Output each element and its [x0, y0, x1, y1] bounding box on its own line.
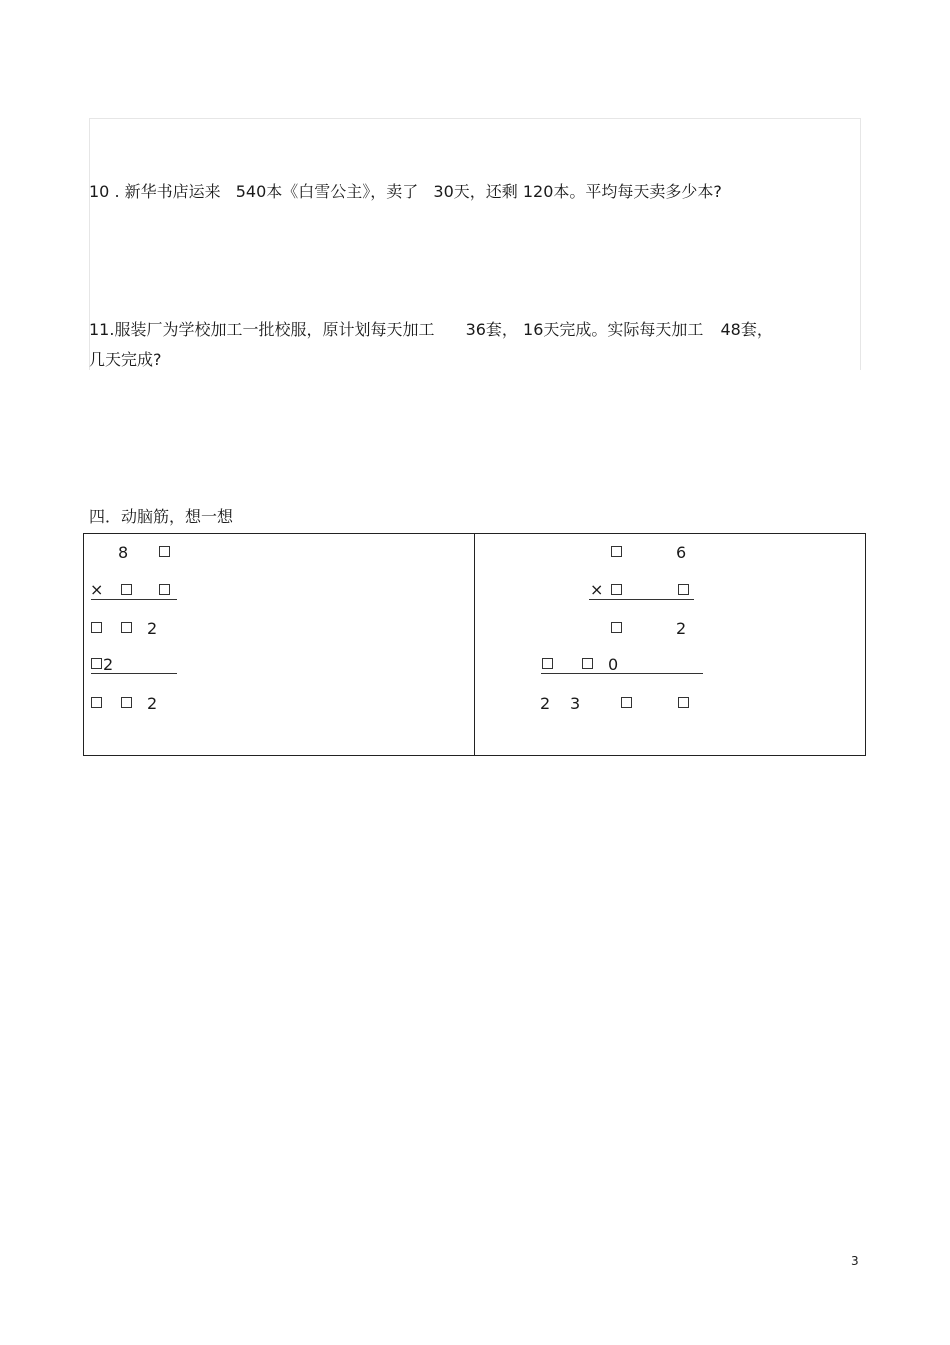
question-text: 套，	[740, 320, 773, 339]
puzzle-divider	[474, 533, 475, 756]
blank-box[interactable]	[91, 697, 102, 708]
right-row1-digit: 6	[676, 543, 687, 562]
blank-box[interactable]	[159, 584, 170, 595]
question-11	[89, 316, 773, 344]
right-rule-2	[541, 673, 703, 674]
blank-box[interactable]	[611, 584, 622, 595]
blank-box[interactable]	[91, 622, 102, 633]
question-10	[89, 178, 722, 206]
right-row3-digit: 2	[676, 619, 687, 638]
question-number: 11.	[89, 320, 115, 339]
right-row5-digit-1: 2	[540, 694, 551, 713]
question-frame-top	[89, 118, 861, 119]
question-frame-right	[860, 118, 861, 370]
left-rule-2	[91, 673, 177, 674]
right-rule-1	[589, 599, 694, 600]
right-row5-digit-2: 3	[570, 694, 581, 713]
question-text: 本《白雪公主》，卖了	[266, 182, 419, 201]
blank-box[interactable]	[611, 546, 622, 557]
page-number: 3	[851, 1254, 859, 1268]
left-row1-digit: 8	[118, 543, 129, 562]
blank-box[interactable]	[121, 622, 132, 633]
blank-box[interactable]	[121, 584, 132, 595]
left-row3-digit: 2	[147, 619, 158, 638]
blank-box[interactable]	[678, 697, 689, 708]
question-text: 服装厂为学校加工一批校服，原计划每天加工	[114, 320, 435, 339]
question-value: 120	[522, 182, 554, 201]
section-title: 四．动脑筋，想一想	[89, 507, 234, 526]
question-value: 36	[465, 320, 486, 339]
left-row4-digit: 2	[103, 655, 114, 674]
question-value: 30	[433, 182, 454, 201]
blank-box[interactable]	[611, 622, 622, 633]
left-rule-1	[91, 599, 177, 600]
question-11-line-2: 几天完成?	[89, 350, 162, 369]
blank-box[interactable]	[582, 658, 593, 669]
left-row5-digit: 2	[147, 694, 158, 713]
question-number: 10 .	[89, 182, 120, 201]
blank-box[interactable]	[121, 697, 132, 708]
question-value: 540	[235, 182, 267, 201]
question-value: 16	[523, 320, 544, 339]
blank-box[interactable]	[542, 658, 553, 669]
blank-box[interactable]	[91, 658, 102, 669]
right-times-sign: ×	[590, 580, 604, 599]
question-text: 天完成。实际每天加工	[543, 320, 704, 339]
blank-box[interactable]	[159, 546, 170, 557]
right-row4-digit: 0	[608, 655, 619, 674]
question-text: 套，	[485, 320, 518, 339]
question-text: 本。平均每天卖多少本?	[553, 182, 722, 201]
question-text: 天，还剩	[453, 182, 518, 201]
question-value: 48	[720, 320, 741, 339]
blank-box[interactable]	[621, 697, 632, 708]
question-text: 新华书店运来	[124, 182, 221, 201]
blank-box[interactable]	[678, 584, 689, 595]
left-times-sign: ×	[90, 580, 104, 599]
